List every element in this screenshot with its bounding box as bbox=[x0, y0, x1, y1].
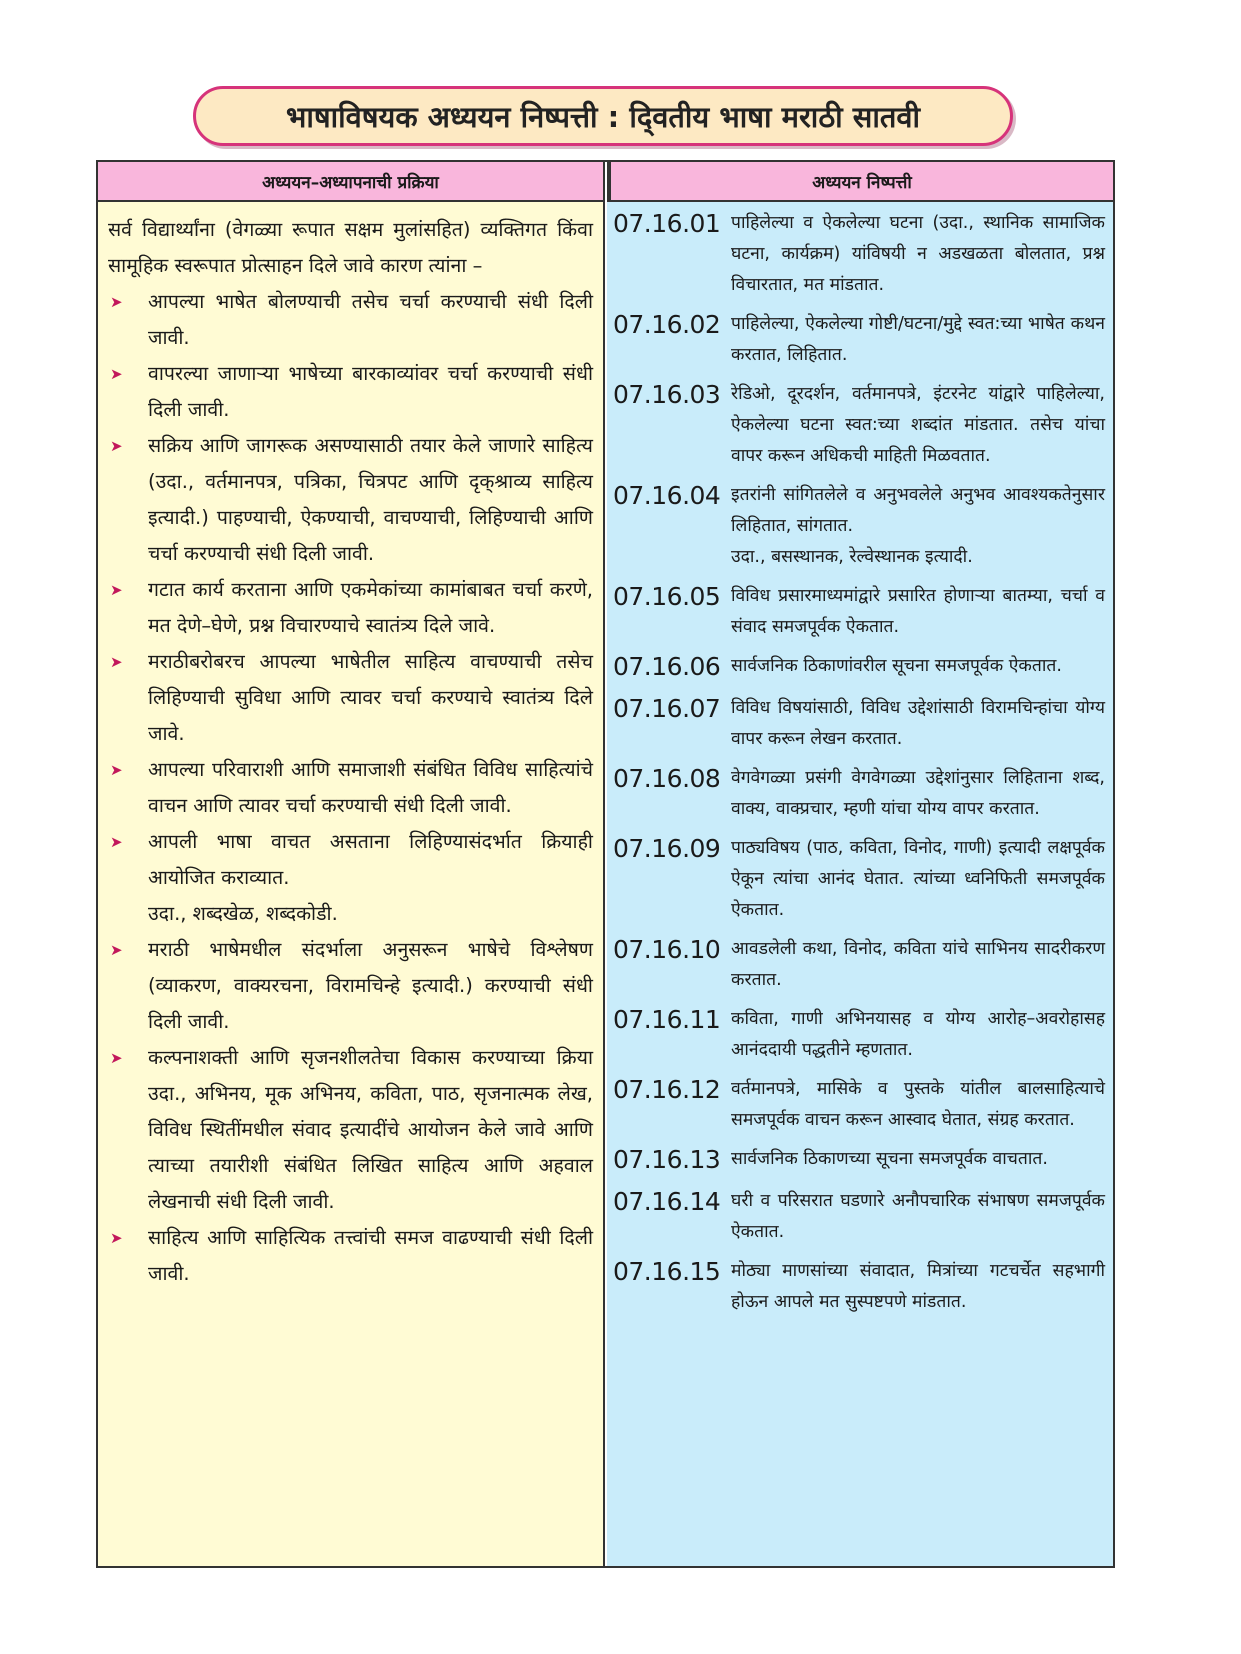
outcome-main: पाहिलेल्या व ऐकलेल्या घटना (उदा., स्थानिक सामाजिक घटना, कार्यक्रम) यांविषयी न अडखळता बोलतात, प्रश्न विचारतात, मत मांडतात. bbox=[731, 213, 1105, 295]
outcome-text bbox=[731, 649, 1105, 685]
outcome-code: 07.16.10 bbox=[613, 935, 721, 964]
outcome-main: मोठ्या माणसांच्या संवादात, मित्रांच्या गटचर्चेत सहभागी होऊन आपले मत सुस्पष्टपणे मांडतात. bbox=[731, 1261, 1105, 1312]
outcome-text bbox=[731, 307, 1105, 371]
outcome-row bbox=[613, 1254, 1105, 1318]
process-item-example: उदा., शब्दखेळ, शब्दकोडी. bbox=[148, 902, 338, 925]
outcome-main: घरी व परिसरात घडणारे अनौपचारिक संभाषण समजपूर्वक ऐकतात. bbox=[731, 1191, 1105, 1242]
process-item bbox=[108, 284, 593, 356]
outcome-text bbox=[731, 1142, 1105, 1178]
outcome-code: 07.16.11 bbox=[613, 1005, 721, 1034]
outcome-main: सार्वजनिक ठिकाणच्या सूचना समजपूर्वक वाचतात. bbox=[731, 1149, 1048, 1169]
outcome-main: कविता, गाणी अभिनयासह व योग्य आरोह–अवरोहासह आनंददायी पद्धतीने म्हणतात. bbox=[731, 1009, 1105, 1060]
process-item-main: गटात कार्य करताना आणि एकमेकांच्या कामांबाबत चर्चा करणे, मत देणे–घेणे, प्रश्न विचारण्याचे स्वातंत्र्य दिले जावे. bbox=[148, 578, 593, 637]
process-item-main: वापरल्या जाणाऱ्या भाषेच्या बारकाव्यांवर चर्चा करण्याची संधी दिली जावी. bbox=[148, 362, 593, 421]
process-intro: सर्व विद्यार्थ्यांना (वेगळ्या रूपात सक्षम मुलांसहित) व्यक्तिगत किंवा सामूहिक स्वरूपात प्रोत्साहन दिले जावे कारण त्यांना – bbox=[108, 218, 593, 277]
process-item-text bbox=[148, 932, 593, 1040]
process-list bbox=[108, 284, 593, 1292]
arrow-bullet-icon: ➤ bbox=[110, 761, 123, 779]
outcome-main: वेगवेगळ्या प्रसंगी वेगवेगळ्या उद्देशांनुसार लिहिताना शब्द, वाक्य, वाक्प्रचार, म्हणी यांचा योग्य वापर करतात. bbox=[731, 768, 1105, 819]
process-item bbox=[108, 824, 593, 932]
outcome-main: इतरांनी सांगितलेले व अनुभवलेले अनुभव आवश्यकतेनुसार लिहितात, सांगतात. bbox=[731, 485, 1105, 536]
process-item-text bbox=[148, 752, 593, 824]
arrow-bullet-icon: ➤ bbox=[110, 437, 123, 455]
outcome-text bbox=[731, 831, 1105, 926]
process-item bbox=[108, 1220, 593, 1292]
arrow-bullet-icon: ➤ bbox=[110, 581, 123, 599]
page-title: भाषाविषयक अध्ययन निष्पत्ती : द्‍वितीय भाषा मराठी सातवी bbox=[193, 86, 1013, 146]
process-item-text bbox=[148, 356, 593, 428]
process-item bbox=[108, 932, 593, 1040]
arrow-bullet-icon: ➤ bbox=[110, 365, 123, 383]
outcome-text bbox=[731, 1072, 1105, 1136]
outcome-text bbox=[731, 761, 1105, 825]
outcome-row bbox=[613, 579, 1105, 643]
outcomes-list bbox=[607, 202, 1113, 1318]
outcome-code: 07.16.13 bbox=[613, 1145, 721, 1174]
outcome-text bbox=[731, 377, 1105, 472]
outcome-main: सार्वजनिक ठिकाणांवरील सूचना समजपूर्वक ऐकतात. bbox=[731, 656, 1062, 676]
outcome-row bbox=[613, 1184, 1105, 1248]
outcome-row bbox=[613, 691, 1105, 755]
outcome-text bbox=[731, 1254, 1105, 1318]
arrow-bullet-icon: ➤ bbox=[110, 1049, 123, 1067]
process-column bbox=[98, 162, 605, 1566]
process-item-main: मराठी भाषेमधील संदर्भाला अनुसरून भाषेचे विश्लेषण (व्याकरण, वाक्यरचना, विरामचिन्हे इत्यादी.) करण्याची संधी दिली जावी. bbox=[148, 938, 593, 1033]
arrow-bullet-icon: ➤ bbox=[110, 833, 123, 851]
process-column-header: अध्ययन–अध्यापनाची प्रक्रिया bbox=[98, 162, 603, 202]
outcome-row bbox=[613, 831, 1105, 926]
process-item-text bbox=[148, 428, 593, 572]
outcome-row bbox=[613, 377, 1105, 472]
outcome-text bbox=[731, 1184, 1105, 1248]
outcome-code: 07.16.05 bbox=[613, 582, 721, 611]
outcome-row bbox=[613, 307, 1105, 371]
process-item-main: सक्रिय आणि जागरूक असण्यासाठी तयार केले जाणारे साहित्य (उदा., वर्तमानपत्र, पत्रिका, चित्रपट आणि दृक्‌श्राव्य साहित्य इत्यादी.) पाहण्याची, ऐकण्याची, वाचण्याची, लिहिण्याची आणि चर्चा करण्याची संधी दिली जावी. bbox=[148, 434, 593, 565]
process-item bbox=[108, 572, 593, 644]
process-item bbox=[108, 1040, 593, 1220]
outcome-main: विविध विषयांसाठी, विविध उद्देशांसाठी विरामचिन्हांचा योग्य वापर करून लेखन करतात. bbox=[731, 698, 1105, 749]
arrow-bullet-icon: ➤ bbox=[110, 941, 123, 959]
outcome-main: पाठ्यविषय (पाठ, कविता, विनोद, गाणी) इत्यादी लक्षपूर्वक ऐकून त्यांचा आनंद घेतात. त्यांच्या ध्वनिफिती समजपूर्वक ऐकतात. bbox=[731, 838, 1105, 920]
title-banner bbox=[193, 86, 1013, 146]
process-item-main: आपली भाषा वाचत असताना लिहिण्यासंदर्भात क्रियाही आयोजित कराव्यात. bbox=[148, 830, 593, 889]
outcome-code: 07.16.15 bbox=[613, 1257, 721, 1286]
process-item-main: आपल्या परिवाराशी आणि समाजाशी संबंधित विविध साहित्यांचे वाचन आणि त्यावर चर्चा करण्याची संधी दिली जावी. bbox=[148, 758, 593, 817]
outcome-text bbox=[731, 206, 1105, 301]
outcome-example: उदा., बसस्थानक, रेल्वेस्थानक इत्यादी. bbox=[731, 547, 973, 567]
process-body bbox=[98, 202, 603, 1292]
outcome-text bbox=[731, 478, 1105, 573]
outcome-text bbox=[731, 579, 1105, 643]
outcome-code: 07.16.07 bbox=[613, 694, 721, 723]
outcome-main: वर्तमानपत्रे, मासिके व पुस्तके यांतील बालसाहित्याचे समजपूर्वक वाचन करून आस्वाद घेतात, संग्रह करतात. bbox=[731, 1079, 1105, 1130]
outcome-code: 07.16.04 bbox=[613, 481, 721, 510]
process-item-text bbox=[148, 1220, 593, 1292]
outcomes-column-header: अध्ययन निष्पत्ती bbox=[607, 162, 1113, 202]
outcome-row bbox=[613, 932, 1105, 996]
outcome-main: विविध प्रसारमाध्यमांद्वारे प्रसारित होणाऱ्या बातम्या, चर्चा व संवाद समजपूर्वक ऐकतात. bbox=[731, 586, 1105, 637]
process-item bbox=[108, 428, 593, 572]
outcome-row bbox=[613, 649, 1105, 685]
process-item-text bbox=[148, 644, 593, 752]
outcome-text bbox=[731, 691, 1105, 755]
outcome-row bbox=[613, 1142, 1105, 1178]
outcome-row bbox=[613, 478, 1105, 573]
process-item-main: साहित्य आणि साहित्यिक तत्त्वांची समज वाढण्याची संधी दिली जावी. bbox=[148, 1226, 593, 1285]
process-item-text bbox=[148, 572, 593, 644]
outcome-main: आवडलेली कथा, विनोद, कविता यांचे साभिनय सादरीकरण करतात. bbox=[731, 939, 1105, 990]
process-item-text bbox=[148, 1040, 593, 1220]
outcome-code: 07.16.12 bbox=[613, 1075, 721, 1104]
process-item-main: आपल्या भाषेत बोलण्याची तसेच चर्चा करण्याची संधी दिली जावी. bbox=[148, 290, 593, 349]
outcomes-table bbox=[96, 160, 1115, 1568]
outcome-main: पाहिलेल्या, ऐकलेल्या गोष्टी/घटना/मुद्दे स्वत:च्या भाषेत कथन करतात, लिहितात. bbox=[731, 314, 1105, 365]
outcome-main: रेडिओ, दूरदर्शन, वर्तमानपत्रे, इंटरनेट यांद्वारे पाहिलेल्या, ऐकलेल्या घटना स्वत:च्या शब्दांत मांडतात. तसेच यांचा वापर करून अधिकची माहिती मिळवतात. bbox=[731, 384, 1105, 466]
arrow-bullet-icon: ➤ bbox=[110, 1229, 123, 1247]
outcome-code: 07.16.08 bbox=[613, 764, 721, 793]
outcome-text bbox=[731, 932, 1105, 996]
arrow-bullet-icon: ➤ bbox=[110, 293, 123, 311]
arrow-bullet-icon: ➤ bbox=[110, 653, 123, 671]
outcome-code: 07.16.01 bbox=[613, 209, 721, 238]
process-item-main: मराठीबरोबरच आपल्या भाषेतील साहित्य वाचण्याची तसेच लिहिण्याची सुविधा आणि त्यावर चर्चा करण्याचे स्वातंत्र्य दिले जावे. bbox=[148, 650, 593, 745]
outcome-code: 07.16.14 bbox=[613, 1187, 721, 1216]
process-item bbox=[108, 644, 593, 752]
process-item-text bbox=[148, 284, 593, 356]
outcome-row bbox=[613, 761, 1105, 825]
outcome-code: 07.16.06 bbox=[613, 652, 721, 681]
outcome-code: 07.16.02 bbox=[613, 310, 721, 339]
outcome-row bbox=[613, 1002, 1105, 1066]
outcome-text bbox=[731, 1002, 1105, 1066]
process-item-main: कल्पनाशक्ती आणि सृजनशीलतेचा विकास करण्याच्या क्रिया उदा., अभिनय, मूक अभिनय, कविता, पाठ, सृजनात्मक लेख, विविध स्थितींमधील संवाद इत्यादींचे आयोजन केले जावे आणि त्याच्या तयारीशी संबंधित लिखित साहित्य आणि अहवाल लेखनाची संधी दिली जावी. bbox=[148, 1046, 593, 1213]
process-item-text bbox=[148, 824, 593, 932]
process-item bbox=[108, 752, 593, 824]
outcome-row bbox=[613, 1072, 1105, 1136]
outcome-code: 07.16.03 bbox=[613, 380, 721, 409]
process-item bbox=[108, 356, 593, 428]
outcomes-column bbox=[607, 162, 1113, 1566]
outcome-code: 07.16.09 bbox=[613, 834, 721, 863]
outcome-row bbox=[613, 206, 1105, 301]
